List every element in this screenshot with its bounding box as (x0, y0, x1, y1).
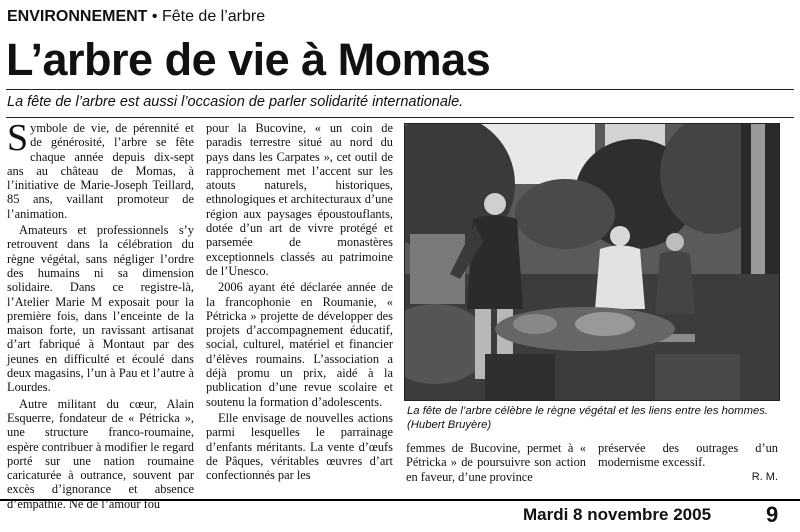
page-number: 9 (766, 502, 779, 527)
article-column-3b (598, 441, 778, 472)
headline: L’arbre de vie à Momas (6, 34, 491, 85)
section-kicker (7, 8, 265, 26)
kicker-category: ENVIRONNEMENT (7, 8, 148, 25)
paragraph-7: femmes de Bucovine, permet à « Pétricka » de poursuivre son action en faveur, d’une province (406, 441, 586, 484)
caption-text: La fête de l’arbre célèbre le règne végétal et les liens entre les hommes. (407, 405, 769, 417)
standfirst-rule (6, 117, 794, 118)
article-column-2 (206, 121, 393, 484)
article-column-3a (406, 441, 586, 486)
kicker-separator: • (151, 8, 158, 25)
footer-rule (0, 499, 800, 501)
drop-cap: S (7, 117, 29, 159)
paragraph-3: Autre militant du cœur, Alain Esquerre, fondateur de « Pétricka », une structure franco-roumaine, espère contribuer à modifier le regard porté sur une nation roumaine caricaturée à outrance, souvent par excès d’ignorance et absence d’empathie. Né de l’amour fou (7, 396, 194, 511)
paragraph-1: Symbole de vie, de pérennité et de générosité, l’arbre se fête chaque année depuis dix-sept ans au château de Momas, à l’initiative de Marie-Joseph Teillard, 85 ans, vaillant promoteur de l’animation. (7, 117, 194, 221)
author-signature: R. M. (751, 471, 778, 483)
publication-date: Mardi 8 novembre 2005 (523, 505, 712, 524)
kicker-topic: Fête de l’arbre (161, 8, 266, 25)
photo-credit: (Hubert Bruyère) (407, 419, 492, 431)
paragraph-4: pour la Bucovine, « un coin de paradis terrestre situé au nord du pays dans les Carpates », cet outil de rapprochement met l’accent sur les atouts naturels, historiques, ethnologiques et architecturaux d’une région aux paysages époustouflants, dotée d’un art de vivre protégé et parsemée de monastères exceptionnels classés au patrimoine de l’Unesco. (206, 121, 393, 278)
paragraph-2: Amateurs et professionnels s’y retrouvent dans la célébration du règne végétal, sans négliger l’ordre des humains ni sa dimension solidaire. Dans ce registre-là, l’Atelier Marie M exposait pour la première fois, dans l’enceinte de la maison forte, un ravissant artisanat d’art fabriqué à Montaut par des jeunes en difficulté et écoulé dans deux magasins, l’un à Pau et l’autre à Lourdes. (7, 223, 194, 395)
photo-caption (407, 404, 779, 432)
top-rule (6, 89, 794, 90)
standfirst: La fête de l’arbre est aussi l’occasion de parler solidarité internationale. (7, 94, 464, 110)
paragraph-8: préservée des outrages d’un modernisme excessif. (598, 441, 778, 470)
photo-illustration (405, 124, 779, 400)
paragraph-6: Elle envisage de nouvelles actions parmi lesquelles le parrainage d’enfants méritants. La vente d’œufs de Pâques, véritables œuvres d’art confectionnés par les (206, 410, 393, 483)
article-photo (404, 123, 780, 401)
article-column-1 (7, 117, 194, 513)
paragraph-5: 2006 ayant été déclarée année de la francophonie en Roumanie, « Pétricka » projette de développer des projets d’accompagnement éducatif, social, culturel, matériel et financier d’élèves roumains. L’association a déjà promu un prix, aidé à la publication d’une revue scolaire et soutenu la formation d’adolescents. (206, 280, 393, 409)
